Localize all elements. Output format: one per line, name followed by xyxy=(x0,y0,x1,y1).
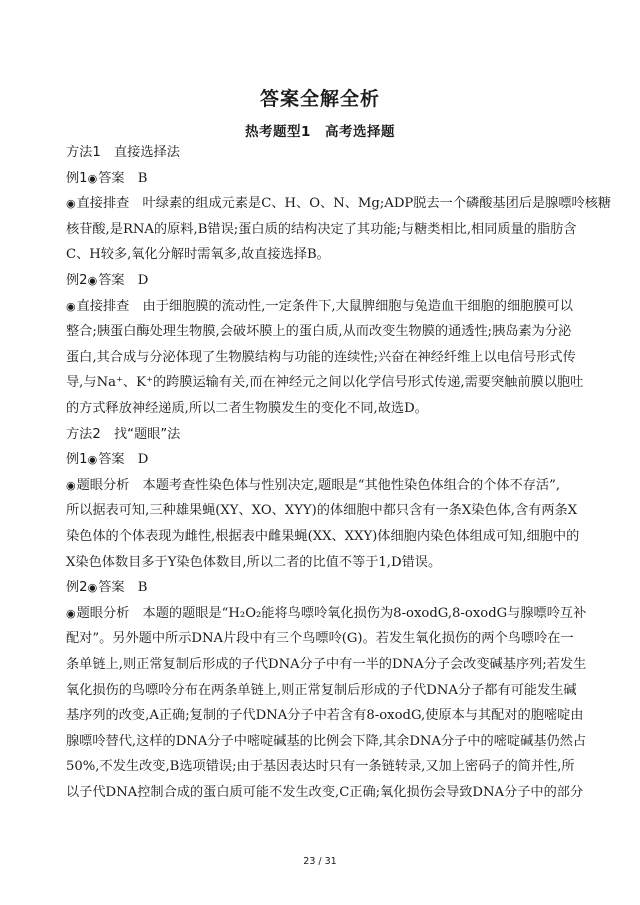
line-text: 本题的题眼是“H₂O₂能将鸟嘌呤氧化损伤为8-oxodG,8-oxodG与腺嘌呤互补 xyxy=(129,605,587,621)
text-line xyxy=(66,426,576,444)
line-text: B xyxy=(124,580,148,596)
answer-marker-icon: ◉ xyxy=(87,581,98,595)
text-line xyxy=(66,144,576,162)
line-text: C、H较多,氧化分解时需氧多,故直接选择B。 xyxy=(66,247,330,263)
answer-marker-icon: ◉ xyxy=(87,274,98,287)
line-text: 基序列的改变,A正确;复制的子代DNA分子中若含有8-oxodG,使原本与其配对的胞嘧啶由 xyxy=(66,708,584,724)
text-line xyxy=(66,349,576,367)
text-line xyxy=(66,374,584,392)
answer-marker-icon: ◉ xyxy=(66,299,76,313)
marker-label: 题眼分析 xyxy=(76,477,130,493)
text-line xyxy=(66,298,576,316)
marker-label: 答案 xyxy=(98,452,125,468)
text-line xyxy=(66,451,576,469)
line-label: 方法2 找“题眼”法 xyxy=(66,426,181,442)
text-line xyxy=(66,605,587,623)
text-line xyxy=(66,323,576,341)
text-line xyxy=(66,246,576,264)
line-text: 50%,不发生改变,B选项错误;由于基因表达时只有一条链转录,又加上密码子的简并性,所 xyxy=(66,759,575,775)
line-text: 配对”。另外题中所示DNA片段中有三个鸟嘌呤(G)。若发生氧化损伤的两个鸟嘌呤在一 xyxy=(66,631,574,647)
line-label: 方法1 直接选择法 xyxy=(66,145,180,160)
text-line xyxy=(66,784,584,802)
line-text: B xyxy=(124,170,148,186)
text-line xyxy=(66,400,576,418)
marker-label: 答案 xyxy=(98,273,125,288)
line-text: 腺嘌呤替代,这样的DNA分子中嘧啶碱基的比例会下降,其余DNA分子中的嘧啶碱基仍然占 xyxy=(66,733,587,749)
line-text: 染色体的个体表现为雌性,根据表中雌果蝇(XX、XXY)体细胞内染色体组成可知,细胞中的 xyxy=(66,529,580,544)
page-number: 23 / 31 xyxy=(303,856,337,867)
line-text: 整合;胰蛋白酶处理生物膜,会破坏膜上的蛋白质,从而改变生物膜的通透性;胰岛素为分泌 xyxy=(66,324,572,340)
line-text: 由于细胞膜的流动性,一定条件下,大鼠脾细胞与兔造血干细胞的细胞膜可以 xyxy=(129,298,573,314)
text-line xyxy=(66,656,587,674)
line-text: 所以据表可知,三种雄果蝇(XY、XO、XYY)的体细胞中都只含有一条X染色体,含有两条X xyxy=(66,503,578,519)
text-line xyxy=(66,579,576,597)
text-line xyxy=(66,733,587,751)
line-label: 例1 xyxy=(66,170,88,186)
line-text: 叶绿素的组成元素是C、H、O、N、Mg;ADP脱去一个磷酸基团后是腺嘌呤核糖 xyxy=(129,196,612,212)
page-title: 答案全解全析 xyxy=(259,88,380,110)
line-text: 以子代DNA控制合成的蛋白质可能不发生改变,C正确;氧化损伤会导致DNA分子中的部分 xyxy=(66,785,584,800)
line-label: 例1 xyxy=(66,452,88,468)
section-subtitle: 热考题型1 高考选择题 xyxy=(245,124,395,140)
line-text: X染色体数目多于Y染色体数目,所以二者的比值不等于1,D错误。 xyxy=(66,554,442,570)
line-text: D xyxy=(124,273,149,288)
marker-label: 答案 xyxy=(98,170,125,186)
text-line xyxy=(66,477,576,495)
line-text: D xyxy=(124,452,149,468)
text-line xyxy=(66,554,576,572)
answer-marker-icon: ◉ xyxy=(87,171,98,185)
text-line xyxy=(66,221,576,239)
text-line xyxy=(66,528,580,546)
line-text: 核苷酸,是RNA的原料,B错误;蛋白质的结构决定了其功能;与糖类相比,相同质量的脂肪含 xyxy=(66,221,577,237)
answer-marker-icon: ◉ xyxy=(66,606,76,620)
marker-label: 题眼分析 xyxy=(76,605,130,621)
line-text: 蛋白,其合成与分泌体现了生物膜结构与功能的连续性;兴奋在神经纤维上以电信号形式传 xyxy=(66,349,576,365)
marker-label: 直接排查 xyxy=(76,298,130,314)
answer-marker-icon: ◉ xyxy=(66,197,76,211)
text-line xyxy=(66,682,576,700)
line-label: 例2 xyxy=(66,580,88,596)
marker-label: 直接排查 xyxy=(76,196,130,212)
line-text: 导,与Na⁺、K⁺的跨膜运输有关,而在神经元之间以化学信号形式传递,需要突触前膜以胞吐 xyxy=(66,375,584,391)
text-line xyxy=(66,502,576,520)
line-text: 本题考查性染色体与性别决定,题眼是“其他性染色体组合的个体不存活”, xyxy=(129,477,561,493)
answer-marker-icon: ◉ xyxy=(66,478,76,492)
text-line xyxy=(66,170,576,188)
text-line xyxy=(66,630,576,648)
text-line xyxy=(66,272,576,290)
line-text: 的方式释放神经递质,所以二者生物膜发生的变化不同,故选D。 xyxy=(66,401,428,416)
line-text: 氧化损伤的鸟嘌呤分布在两条单链上,则正常复制后形成的子代DNA分子都有可能发生碱 xyxy=(66,682,577,698)
marker-label: 答案 xyxy=(98,580,125,596)
answer-marker-icon: ◉ xyxy=(87,453,98,467)
text-line xyxy=(66,758,576,776)
text-line xyxy=(66,195,612,213)
line-text: 条单链上,则正常复制后形成的子代DNA分子中有一半的DNA分子会改变碱基序列;若发生 xyxy=(66,657,587,672)
text-line xyxy=(66,707,584,725)
line-label: 例2 xyxy=(66,273,88,288)
